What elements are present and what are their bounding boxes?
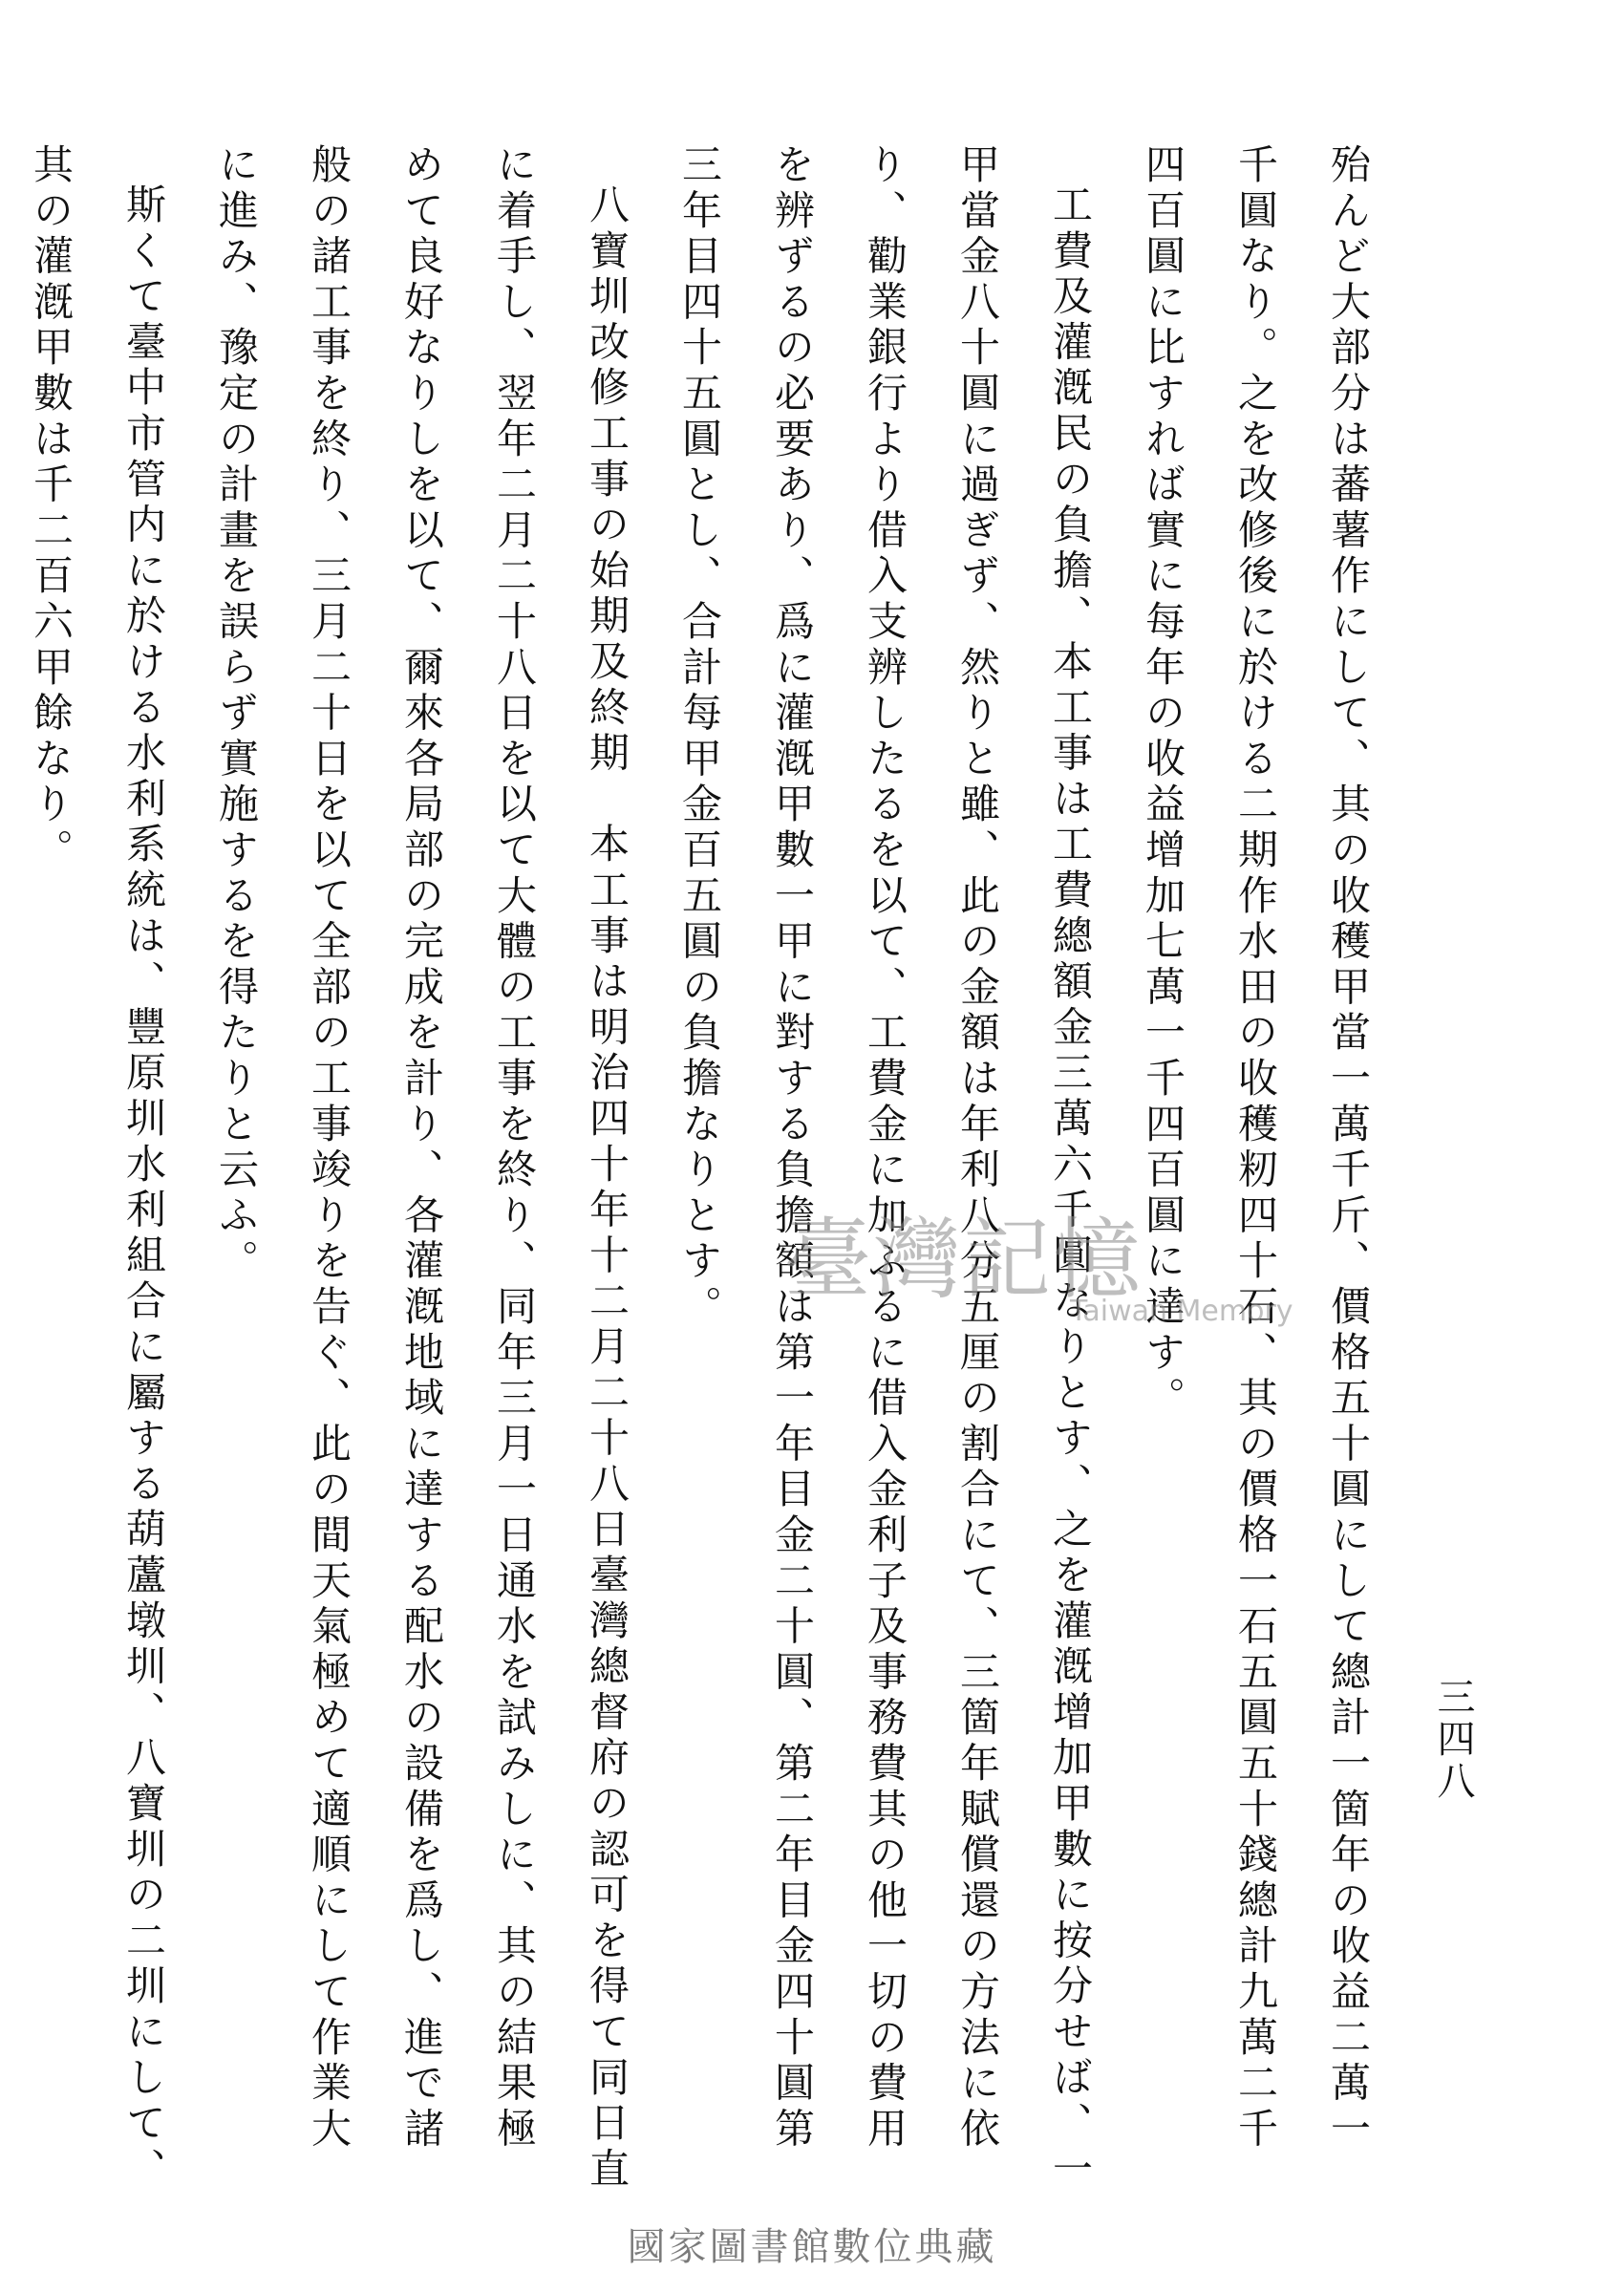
watermark-subtitle: Taiwan Memory xyxy=(1070,1295,1293,1328)
page-number: 三四八 xyxy=(1431,1677,1475,1803)
paragraph-1: 殆んど大部分は蕃薯作にして、其の收穫甲當一萬千斤、價格五十圓にして總計一箇年の收益二萬一千圓なり。之を改修後に於ける二期作水田の收穫籾四十石、其の價格一石五圓五十錢總計九萬二千四百圓に比すれば實に每年の收益增加七萬一千四百圓に達す。 xyxy=(1140,143,1372,2154)
footer-credit: 國家圖書館數位典藏 xyxy=(627,2225,997,2269)
watermark-logo-text: 臺灣記憶 xyxy=(783,1209,1143,1311)
paragraph-4: 斯くて臺中市管内に於ける水利系統は、豐原圳水利組合に屬する葫蘆墩圳、八寶圳の二圳にして、其の灌漑甲數は千二百六甲餘なり。 xyxy=(28,143,167,2194)
paragraph-3: 八寶圳改修工事の始期及終期 本工事は明治四十年十二月二十八日臺灣總督府の認可を得て同日直に着手し、翌年二月二十八日を以て大體の工事を終り、同年三月一日通水を試みしに、其の結果極めて良好なりしを以て、爾來各局部の完成を計り、各灌漑地域に達する配水の設備を爲し、進で諸般の諸工事を終り、三月二十日を以て全部の工事竣りを告ぐ、此の間天氣極めて適順にして作業大に進み、豫定の計畫を誤らず實施するを得たりと云ふ。 xyxy=(213,143,630,2194)
body-text xyxy=(28,143,1395,2197)
paragraph-2: 工費及灌漑民の負擔、本工事は工費總額金三萬六千圓なりとす、之を灌漑增加甲數に按分せば、一甲當金八十圓に過ぎず、然りと雖、此の金額は年利八分五厘の割合にて、三箇年賦償還の方法に依り、勸業銀行より借入支辨したるを以て、工費金に加ふるに借入金利子及事務費其の他一切の費用を辨ずるの必要あり、爲に灌漑甲數一甲に對する負擔額は第一年目金二十圓、第二年目金四十圓第三年目四十五圓とし、合計每甲金百五圓の負擔なりとす。 xyxy=(676,143,1094,2194)
